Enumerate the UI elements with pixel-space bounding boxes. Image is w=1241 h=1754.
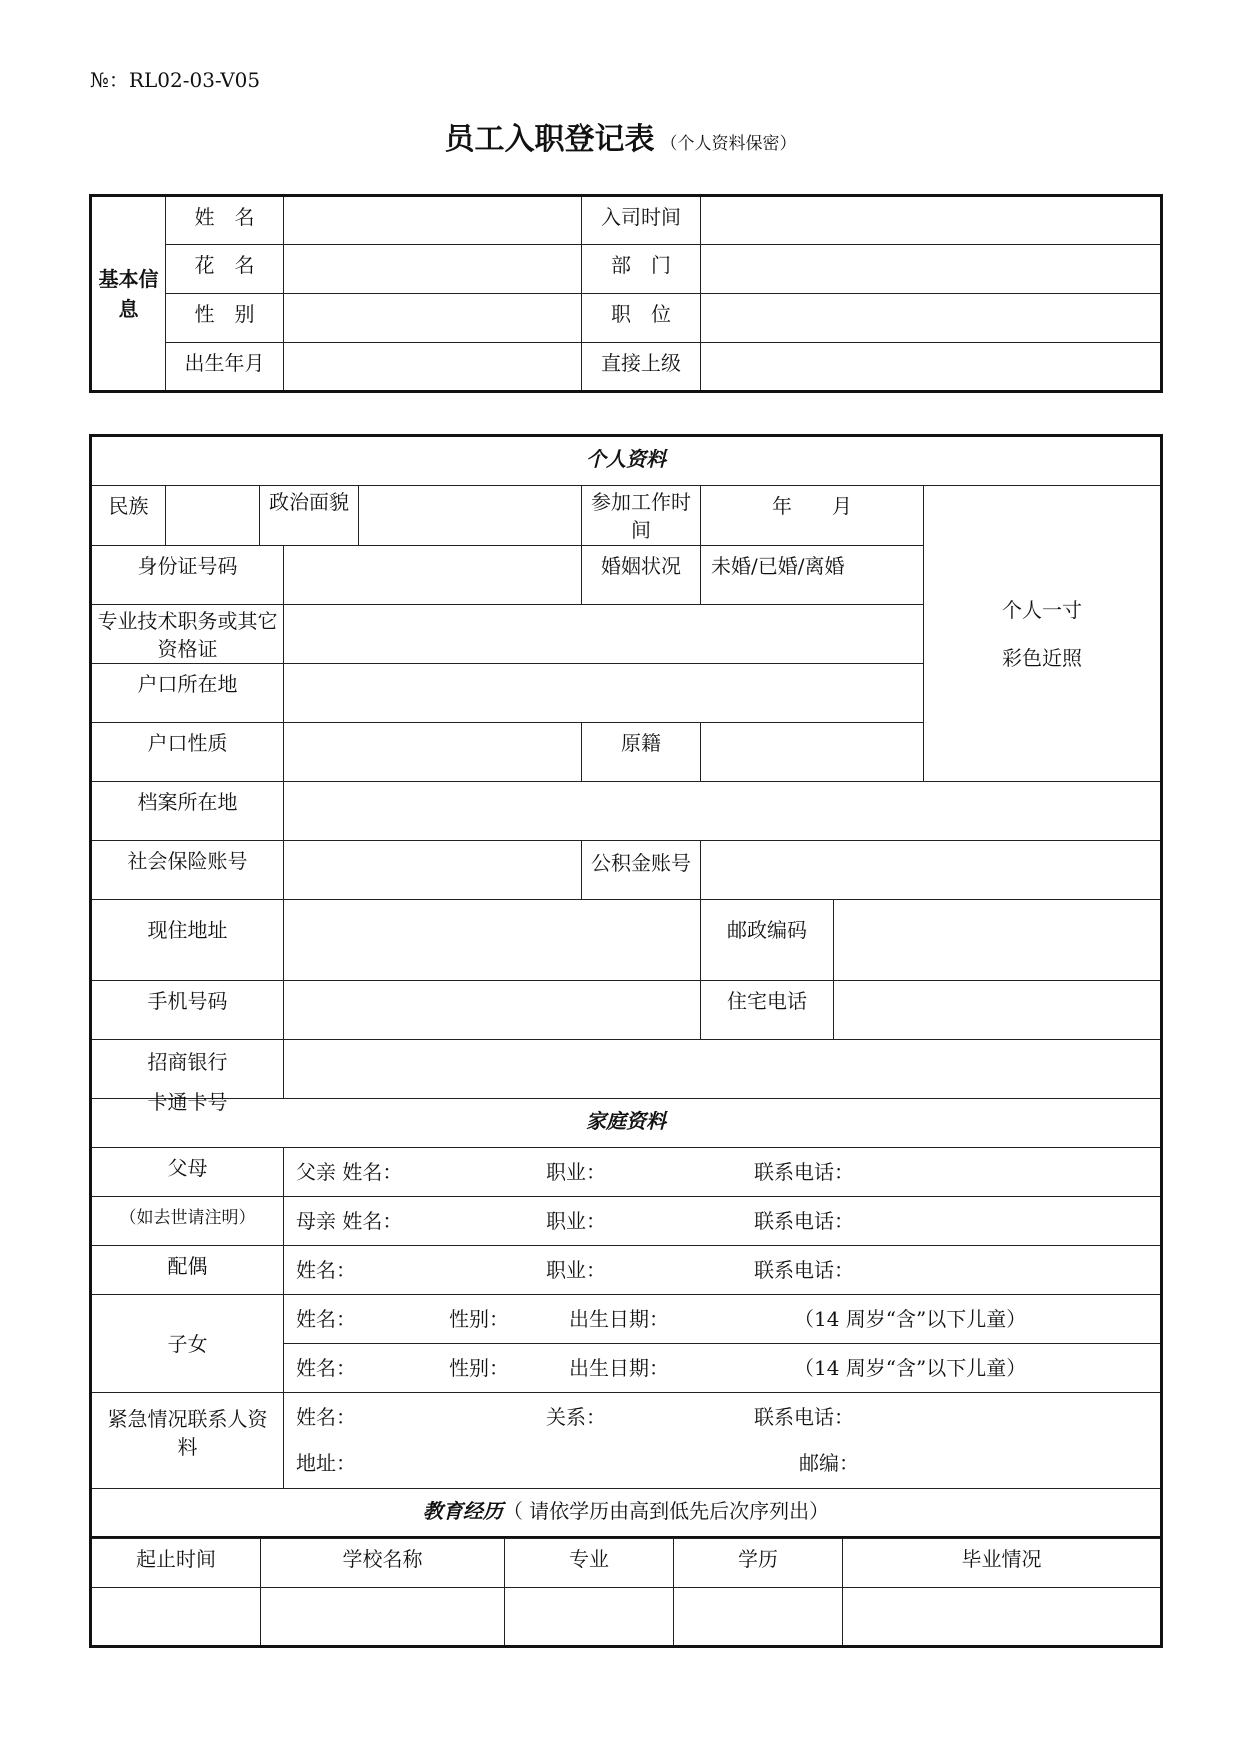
ethnicity-field[interactable] xyxy=(166,486,260,546)
birth-month-field[interactable] xyxy=(284,343,582,392)
spouse-label: 配偶 xyxy=(91,1246,284,1295)
name-field[interactable] xyxy=(284,196,582,245)
hukou-location-field[interactable] xyxy=(284,664,924,723)
father-occupation-label: 职业： xyxy=(546,1160,606,1184)
social-security-label: 社会保险账号 xyxy=(91,841,284,900)
education-section-note: （ 请依学历由高到低先后次序列出） xyxy=(502,1499,830,1523)
qualification-label: 专业技术职务或其它资格证 xyxy=(91,605,284,664)
col-school: 学校名称 xyxy=(261,1539,505,1588)
children-label: 子女 xyxy=(91,1295,284,1393)
mobile-field[interactable] xyxy=(284,981,701,1040)
emergency-contact-fields[interactable] xyxy=(284,1393,1162,1489)
child2-birthdate-label: 出生日期： xyxy=(569,1356,669,1380)
mother-phone-label: 联系电话： xyxy=(754,1209,854,1233)
child2-gender-label: 性别： xyxy=(449,1356,509,1380)
native-place-label: 原籍 xyxy=(582,723,701,782)
political-status-field[interactable] xyxy=(359,486,582,546)
bank-card-label: 招商银行卡通卡号 xyxy=(91,1040,284,1099)
postcode-field[interactable] xyxy=(834,900,1162,981)
department-label: 部 门 xyxy=(582,245,701,294)
hukou-location-label: 户口所在地 xyxy=(91,664,284,723)
parents-label: 父母 xyxy=(91,1148,284,1197)
marital-status-options[interactable]: 未婚/已婚/离婚 xyxy=(701,546,924,605)
child-row-1[interactable] xyxy=(284,1295,1162,1344)
form-subtitle: （个人资料保密） xyxy=(660,134,797,154)
work-start-field[interactable] xyxy=(701,486,924,546)
hukou-type-field[interactable] xyxy=(284,723,582,782)
father-row[interactable] xyxy=(284,1148,1162,1197)
education-section-header xyxy=(91,1489,1162,1538)
child2-age-note: （14 周岁“含”以下儿童） xyxy=(794,1356,1027,1380)
political-status-label: 政治面貌 xyxy=(260,486,359,546)
details-table xyxy=(89,434,1163,1539)
edu-period-cell[interactable] xyxy=(91,1588,261,1647)
id-number-field[interactable] xyxy=(284,546,582,605)
child2-name-label: 姓名： xyxy=(296,1356,356,1380)
postcode-label: 邮政编码 xyxy=(701,900,834,981)
mother-occupation-label: 职业： xyxy=(546,1209,606,1233)
gender-field[interactable] xyxy=(284,294,582,343)
emergency-phone-label: 联系电话： xyxy=(754,1405,854,1429)
basic-info-table xyxy=(89,194,1163,393)
col-period: 起止时间 xyxy=(91,1539,261,1588)
year-month-hint: 年 月 xyxy=(772,494,852,518)
document-number: №：RL02-03-V05 xyxy=(90,68,261,92)
education-section-title: 教育经历 xyxy=(422,1499,503,1523)
father-phone-label: 联系电话： xyxy=(754,1160,854,1184)
mobile-label: 手机号码 xyxy=(91,981,284,1040)
work-start-label: 参加工作时间 xyxy=(582,486,701,546)
edu-major-cell[interactable] xyxy=(505,1588,674,1647)
child1-birthdate-label: 出生日期： xyxy=(569,1307,669,1331)
family-section-title: 家庭资料 xyxy=(91,1099,1162,1148)
direct-supervisor-field[interactable] xyxy=(701,343,1162,392)
current-address-field[interactable] xyxy=(284,900,701,981)
photo-hint-line1: 个人一寸 xyxy=(1002,597,1083,622)
bank-card-field[interactable] xyxy=(284,1040,1162,1099)
personal-section-title: 个人资料 xyxy=(91,436,1162,486)
name-label: 姓 名 xyxy=(166,196,284,245)
spouse-name-label: 姓名： xyxy=(296,1258,356,1282)
emergency-name-label: 姓名： xyxy=(296,1405,356,1429)
child1-gender-label: 性别： xyxy=(449,1307,509,1331)
id-number-label: 身份证号码 xyxy=(91,546,284,605)
home-phone-label: 住宅电话 xyxy=(701,981,834,1040)
photo-hint-line2: 彩色近照 xyxy=(1002,645,1083,670)
emergency-zip-label: 邮编： xyxy=(799,1451,859,1475)
ethnicity-label: 民族 xyxy=(91,486,166,546)
position-label: 职 位 xyxy=(582,294,701,343)
parents-note: （如去世请注明） xyxy=(91,1197,284,1246)
father-name-label: 父亲 姓名： xyxy=(296,1160,403,1184)
home-phone-field[interactable] xyxy=(834,981,1162,1040)
join-date-field[interactable] xyxy=(701,196,1162,245)
form-title-block xyxy=(0,114,1241,158)
emergency-contact-label: 紧急情况联系人资料 xyxy=(91,1393,284,1489)
emergency-relation-label: 关系： xyxy=(546,1405,606,1429)
spouse-occupation-label: 职业： xyxy=(546,1258,606,1282)
birth-month-label: 出生年月 xyxy=(166,343,284,392)
archive-location-label: 档案所在地 xyxy=(91,782,284,841)
nickname-field[interactable] xyxy=(284,245,582,294)
edu-school-cell[interactable] xyxy=(261,1588,505,1647)
edu-degree-cell[interactable] xyxy=(674,1588,843,1647)
mother-row[interactable] xyxy=(284,1197,1162,1246)
photo-box[interactable] xyxy=(924,486,1162,782)
edu-graduation-cell[interactable] xyxy=(843,1588,1162,1647)
basic-info-section-label: 基本信息 xyxy=(91,196,166,392)
housing-fund-field[interactable] xyxy=(701,841,1162,900)
native-place-field[interactable] xyxy=(701,723,924,782)
education-table xyxy=(89,1538,1163,1648)
mother-name-label: 母亲 姓名： xyxy=(296,1209,403,1233)
marital-status-label: 婚姻状况 xyxy=(582,546,701,605)
form-title: 员工入职登记表 xyxy=(444,122,655,157)
emergency-address-label: 地址： xyxy=(296,1451,356,1475)
child1-age-note: （14 周岁“含”以下儿童） xyxy=(794,1307,1027,1331)
spouse-row[interactable] xyxy=(284,1246,1162,1295)
child-row-2[interactable] xyxy=(284,1344,1162,1393)
gender-label: 性 别 xyxy=(166,294,284,343)
current-address-label: 现住地址 xyxy=(91,900,284,981)
housing-fund-label: 公积金账号 xyxy=(582,841,701,900)
spouse-phone-label: 联系电话： xyxy=(754,1258,854,1282)
archive-location-field[interactable] xyxy=(284,782,1162,841)
department-field[interactable] xyxy=(701,245,1162,294)
col-graduation: 毕业情况 xyxy=(843,1539,1162,1588)
child1-name-label: 姓名： xyxy=(296,1307,356,1331)
col-major: 专业 xyxy=(505,1539,674,1588)
social-security-field[interactable] xyxy=(284,841,582,900)
direct-supervisor-label: 直接上级 xyxy=(582,343,701,392)
position-field[interactable] xyxy=(701,294,1162,343)
qualification-field[interactable] xyxy=(284,605,924,664)
col-degree: 学历 xyxy=(674,1539,843,1588)
hukou-type-label: 户口性质 xyxy=(91,723,284,782)
nickname-label: 花 名 xyxy=(166,245,284,294)
join-date-label: 入司时间 xyxy=(582,196,701,245)
